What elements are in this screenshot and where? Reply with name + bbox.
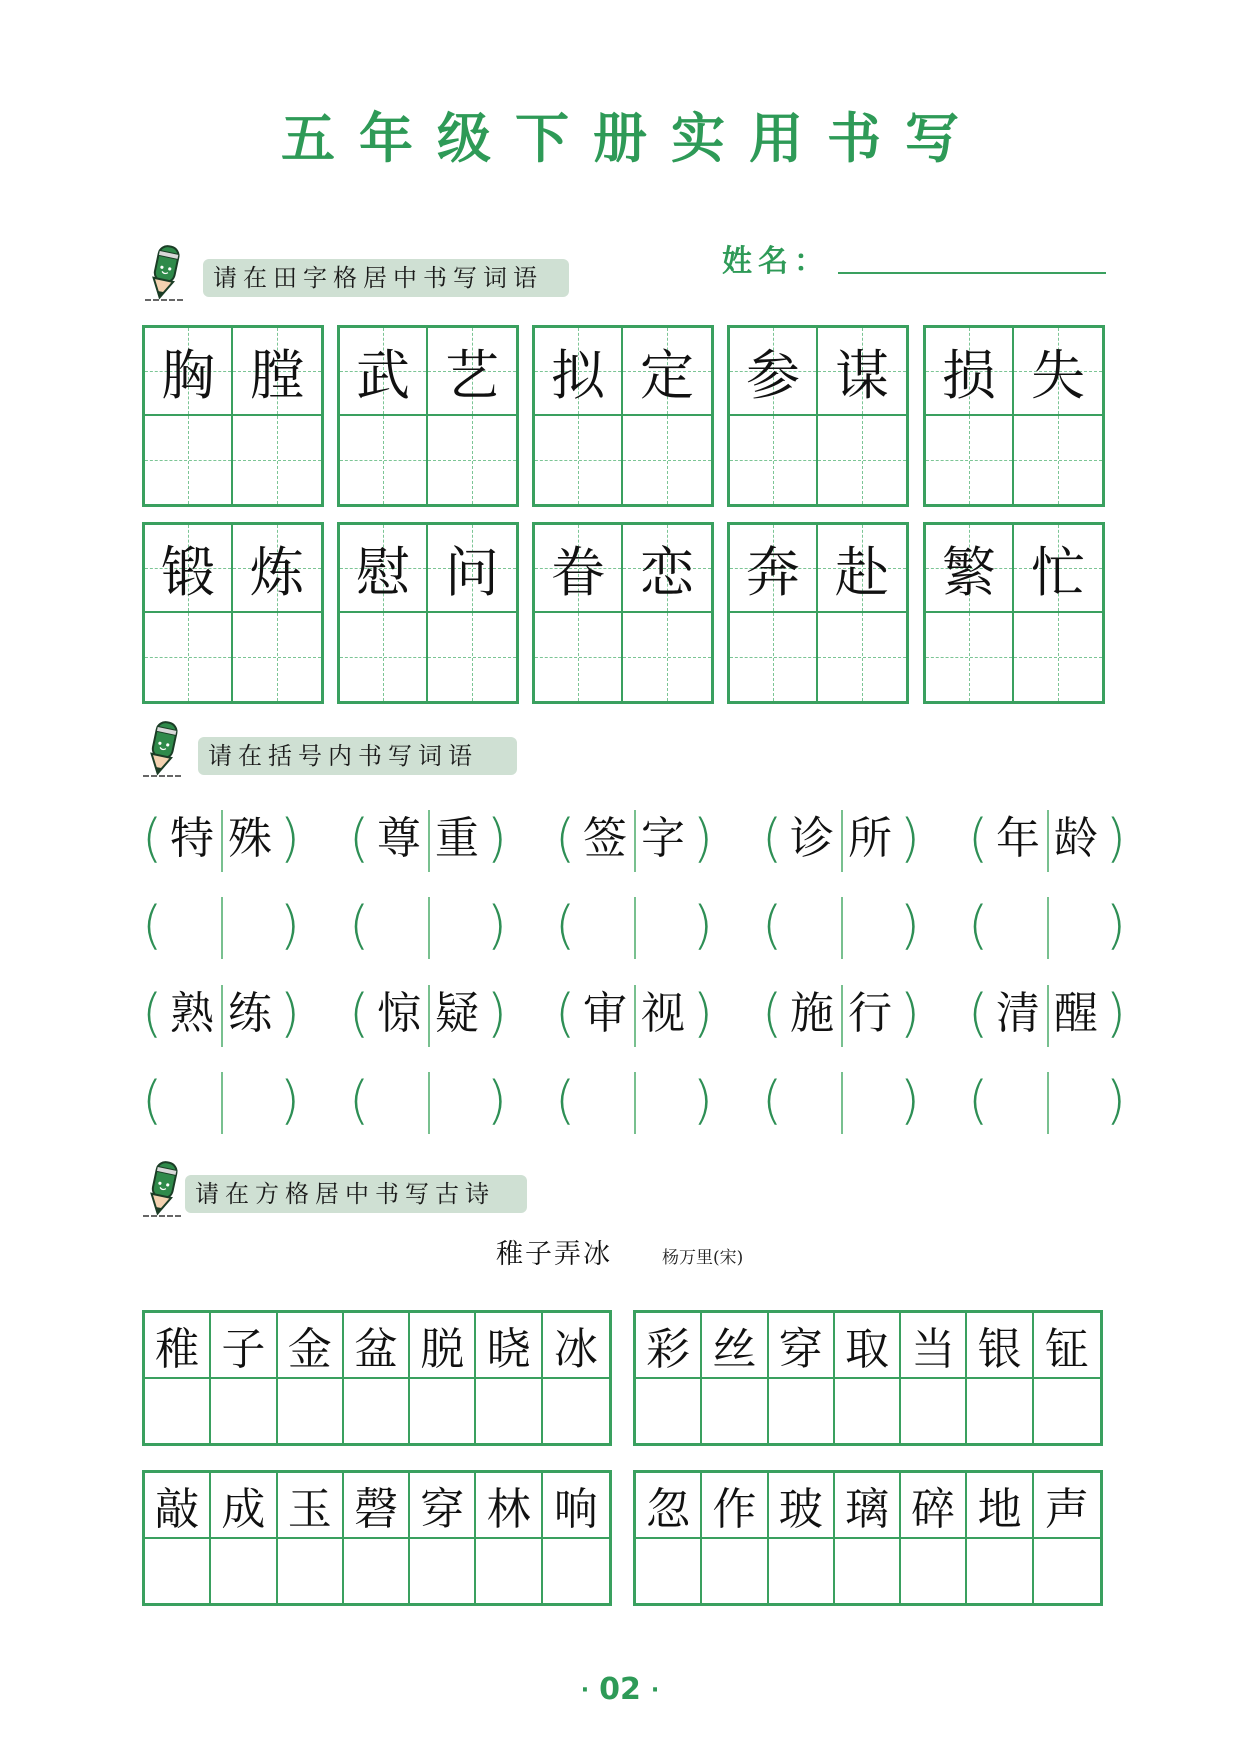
poem-char: 子 — [211, 1313, 277, 1379]
poem-char: 玉 — [278, 1473, 344, 1539]
name-label: 姓名： — [722, 244, 830, 279]
bracket-word: ( 惊 疑 ) — [349, 979, 507, 1049]
poem-char: 璃 — [835, 1473, 901, 1539]
writing-cell[interactable] — [926, 613, 1014, 701]
poem-author: 杨万里(宋) — [662, 1248, 744, 1268]
writing-cell[interactable] — [901, 1379, 967, 1443]
writing-cell[interactable] — [623, 416, 711, 504]
word-char: 恋 — [640, 540, 694, 604]
writing-cell[interactable] — [410, 1379, 476, 1443]
writing-cell[interactable] — [476, 1539, 542, 1603]
poem-char: 林 — [476, 1473, 542, 1539]
writing-cell[interactable] — [926, 416, 1014, 504]
writing-cell[interactable] — [340, 613, 428, 701]
writing-cell[interactable] — [543, 1539, 609, 1603]
poem-char: 当 — [901, 1313, 967, 1379]
word-char: 赴 — [835, 540, 889, 604]
bracket-word: ( 特 殊 ) — [142, 804, 300, 874]
bracket-blank[interactable]: ( ) — [762, 891, 920, 961]
tianzige-word-block — [142, 325, 324, 507]
poem-char: 声 — [1034, 1473, 1100, 1539]
writing-cell[interactable] — [818, 613, 906, 701]
poem-line-grid — [633, 1470, 1103, 1606]
bracket-word: ( 尊 重 ) — [349, 804, 507, 874]
poem-char: 穿 — [410, 1473, 476, 1539]
poem-char: 取 — [835, 1313, 901, 1379]
writing-cell[interactable] — [428, 613, 516, 701]
poem-line-grid — [142, 1470, 612, 1606]
writing-cell[interactable] — [967, 1539, 1033, 1603]
writing-cell[interactable] — [702, 1379, 768, 1443]
writing-cell[interactable] — [543, 1379, 609, 1443]
section-instruction-brackets: 请在括号内书写词语 — [198, 737, 517, 775]
page-number-value: 02 — [599, 1672, 641, 1707]
writing-cell[interactable] — [702, 1539, 768, 1603]
poem-char: 晓 — [476, 1313, 542, 1379]
writing-cell[interactable] — [835, 1539, 901, 1603]
poem-char: 成 — [211, 1473, 277, 1539]
poem-char: 忽 — [636, 1473, 702, 1539]
writing-cell[interactable] — [535, 613, 623, 701]
writing-cell[interactable] — [818, 416, 906, 504]
poem-char: 银 — [967, 1313, 1033, 1379]
page-number — [0, 1672, 1240, 1707]
word-char: 参 — [746, 343, 800, 407]
tianzige-word-block — [727, 325, 909, 507]
bracket-blank[interactable]: ( ) — [349, 891, 507, 961]
writing-cell[interactable] — [901, 1539, 967, 1603]
dot-left: · — [580, 1678, 590, 1703]
poem-char: 丝 — [702, 1313, 768, 1379]
word-char: 炼 — [250, 540, 304, 604]
word-char: 拟 — [551, 343, 605, 407]
page-title: 五年级下册实用书写 — [281, 107, 983, 170]
word-char: 损 — [942, 343, 996, 407]
writing-cell[interactable] — [1034, 1379, 1100, 1443]
writing-cell[interactable] — [145, 1539, 211, 1603]
poem-char: 磬 — [344, 1473, 410, 1539]
writing-cell[interactable] — [1014, 613, 1102, 701]
writing-cell[interactable] — [476, 1379, 542, 1443]
poem-char: 金 — [278, 1313, 344, 1379]
word-char: 繁 — [942, 540, 996, 604]
poem-char: 作 — [702, 1473, 768, 1539]
poem-char: 盆 — [344, 1313, 410, 1379]
word-char: 失 — [1031, 343, 1085, 407]
writing-cell[interactable] — [623, 613, 711, 701]
writing-cell[interactable] — [344, 1539, 410, 1603]
tianzige-word-block — [923, 522, 1105, 704]
pencil-icon — [141, 718, 185, 778]
writing-cell[interactable] — [278, 1379, 344, 1443]
word-char: 膛 — [250, 343, 304, 407]
writing-cell[interactable] — [145, 613, 233, 701]
bracket-blank[interactable]: ( ) — [968, 1066, 1126, 1136]
writing-cell[interactable] — [1034, 1539, 1100, 1603]
bracket-blank[interactable]: ( ) — [762, 1066, 920, 1136]
poem-char: 玻 — [769, 1473, 835, 1539]
writing-cell[interactable] — [410, 1539, 476, 1603]
writing-cell[interactable] — [835, 1379, 901, 1443]
writing-cell[interactable] — [344, 1379, 410, 1443]
writing-cell[interactable] — [730, 416, 818, 504]
poem-line-grid — [142, 1310, 612, 1446]
writing-cell[interactable] — [340, 416, 428, 504]
word-char: 胸 — [161, 343, 215, 407]
word-char: 艺 — [445, 343, 499, 407]
writing-cell[interactable] — [1014, 416, 1102, 504]
section-instruction-poem: 请在方格居中书写古诗 — [185, 1175, 527, 1213]
writing-cell[interactable] — [233, 613, 321, 701]
writing-cell[interactable] — [967, 1379, 1033, 1443]
writing-cell[interactable] — [145, 1379, 211, 1443]
section-instruction-tianzige: 请在田字格居中书写词语 — [203, 259, 569, 297]
poem-char: 碎 — [901, 1473, 967, 1539]
writing-cell[interactable] — [428, 416, 516, 504]
bracket-word: ( 诊 所 ) — [762, 804, 920, 874]
poem-char: 冰 — [543, 1313, 609, 1379]
bracket-blank[interactable]: ( ) — [142, 1066, 300, 1136]
dot-right: · — [650, 1678, 660, 1703]
poem-char: 钲 — [1034, 1313, 1100, 1379]
writing-cell[interactable] — [636, 1539, 702, 1603]
bracket-blank[interactable]: ( ) — [555, 891, 713, 961]
bracket-word: ( 审 视 ) — [555, 979, 713, 1049]
poem-char: 响 — [543, 1473, 609, 1539]
poem-title: 稚子弄冰 — [496, 1239, 612, 1270]
word-char: 定 — [640, 343, 694, 407]
tianzige-word-block — [142, 522, 324, 704]
word-char: 锻 — [161, 540, 215, 604]
word-char: 奔 — [746, 540, 800, 604]
word-char: 武 — [356, 343, 410, 407]
writing-cell[interactable] — [278, 1539, 344, 1603]
poem-char: 脱 — [410, 1313, 476, 1379]
writing-cell[interactable] — [145, 416, 233, 504]
word-char: 问 — [445, 540, 499, 604]
writing-cell[interactable] — [636, 1379, 702, 1443]
bracket-word: ( 年 龄 ) — [968, 804, 1126, 874]
bracket-word: ( 签 字 ) — [555, 804, 713, 874]
tianzige-word-block — [337, 522, 519, 704]
word-char: 慰 — [356, 540, 410, 604]
pencil-icon — [143, 242, 187, 302]
pencil-icon — [141, 1158, 185, 1218]
bracket-word: ( 熟 练 ) — [142, 979, 300, 1049]
bracket-word: ( 清 醒 ) — [968, 979, 1126, 1049]
tianzige-word-block — [727, 522, 909, 704]
bracket-blank[interactable]: ( ) — [349, 1066, 507, 1136]
bracket-blank[interactable]: ( ) — [142, 891, 300, 961]
tianzige-word-block — [337, 325, 519, 507]
writing-cell[interactable] — [769, 1379, 835, 1443]
word-char: 谋 — [835, 343, 889, 407]
poem-char: 彩 — [636, 1313, 702, 1379]
word-char: 忙 — [1031, 540, 1085, 604]
writing-cell[interactable] — [211, 1539, 277, 1603]
writing-cell[interactable] — [730, 613, 818, 701]
poem-char: 稚 — [145, 1313, 211, 1379]
poem-char: 穿 — [769, 1313, 835, 1379]
poem-char: 地 — [967, 1473, 1033, 1539]
bracket-blank[interactable]: ( ) — [555, 1066, 713, 1136]
name-input-line[interactable] — [838, 272, 1106, 274]
tianzige-word-block — [532, 522, 714, 704]
bracket-word: ( 施 行 ) — [762, 979, 920, 1049]
word-char: 眷 — [551, 540, 605, 604]
poem-char: 敲 — [145, 1473, 211, 1539]
writing-cell[interactable] — [535, 416, 623, 504]
writing-cell[interactable] — [769, 1539, 835, 1603]
tianzige-word-block — [923, 325, 1105, 507]
writing-cell[interactable] — [211, 1379, 277, 1443]
tianzige-word-block — [532, 325, 714, 507]
writing-cell[interactable] — [233, 416, 321, 504]
bracket-blank[interactable]: ( ) — [968, 891, 1126, 961]
poem-line-grid — [633, 1310, 1103, 1446]
